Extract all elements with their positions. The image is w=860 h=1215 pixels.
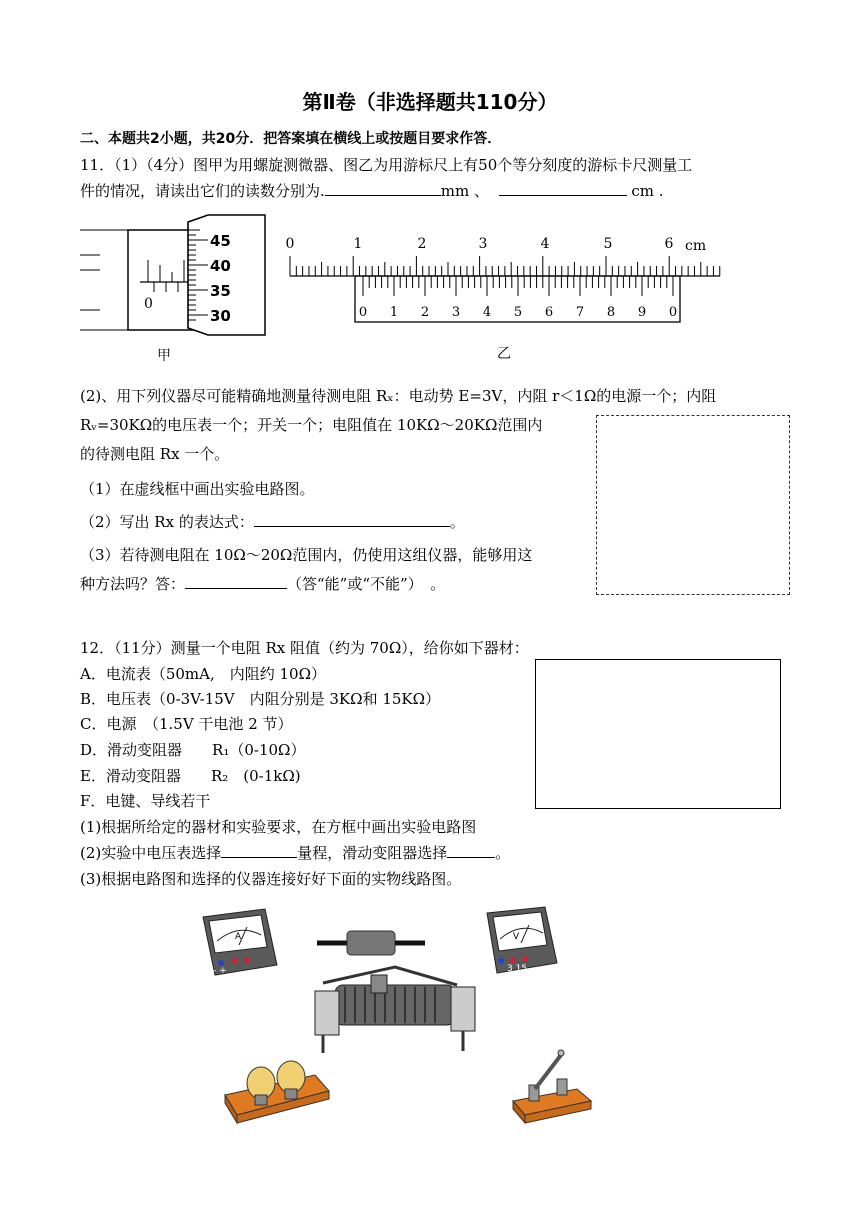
voltmeter-letter: V — [513, 932, 520, 942]
q12-item-c: C．电源 （1.5V 干电池 2 节） — [80, 715, 293, 733]
q11-line2 — [80, 180, 664, 201]
unit-cm: cm . — [631, 182, 664, 200]
q12-part3: (3)根据电路图和选择的仪器连接好好下面的实物线路图。 — [80, 870, 462, 888]
resistor-icon — [317, 931, 425, 955]
ammeter-letter: A — [235, 932, 242, 942]
q11-part2-line3: 的待测电阻 Rx 一个。 — [80, 445, 230, 463]
q12-part2-mid: 量程，滑动变阻器选择 — [297, 844, 448, 862]
vernier-tick-4: 4 — [482, 305, 492, 320]
figure-label-yi: 乙 — [497, 346, 511, 362]
vernier-tick-2: 2 — [420, 305, 430, 320]
separator: 、 — [474, 182, 490, 200]
page-title: 第Ⅱ卷（非选择题共110分） — [302, 90, 558, 114]
main-tick-1: 1 — [353, 236, 363, 252]
q12-item-a: A．电流表（50mA, 内阻约 10Ω） — [80, 665, 327, 683]
q12-part2-end: 。 — [495, 844, 511, 862]
circuit-draw-box[interactable] — [535, 659, 781, 809]
answer-blank-rx-expression[interactable] — [254, 512, 450, 527]
q11-sub1: （1）在虚线框中画出实验电路图。 — [80, 480, 315, 498]
thimble-tick-35: 35 — [210, 282, 231, 300]
q11-sub3-text: 种方法吗？答： — [80, 575, 186, 593]
main-tick-4: 4 — [540, 236, 550, 252]
main-tick-0: 0 — [285, 236, 295, 252]
main-tick-6: 6 — [664, 236, 674, 252]
answer-blank-can-or-not[interactable] — [185, 574, 287, 589]
q12-line1: 12．（11分）测量一个电阻 Rx 阻值（约为 70Ω），给你如下器材： — [80, 639, 529, 657]
answer-blank-rheostat[interactable] — [447, 843, 495, 858]
q12-part2 — [80, 842, 510, 863]
voltmeter-icon — [487, 907, 557, 974]
vernier-tick-5: 5 — [513, 305, 523, 320]
answer-blank-mm[interactable] — [325, 181, 441, 196]
q11-part2-line2: Rᵥ=30KΩ的电压表一个；开关一个；电阻值在 10KΩ～20KΩ范围内 — [80, 416, 543, 434]
vernier-tick-1: 1 — [389, 305, 399, 320]
q11-line1: 11．（1）（4分）图甲为用螺旋测微器、图乙为用游标尺上有50个等分刻度的游标卡尺测量工 — [80, 156, 693, 174]
section-heading: 二、本题共2小题，共20分．把答案填在横线上或按题目要求作答． — [80, 131, 502, 147]
vernier-tick-7: 7 — [575, 305, 585, 320]
circuit-draw-box-dashed[interactable] — [596, 415, 790, 595]
switch-icon — [513, 1050, 591, 1123]
q11-sub3-line1: （3）若待测电阻在 10Ω～20Ω范围内，仍使用这组仪器，能够用这 — [80, 546, 533, 564]
vernier-tick-10: 0 — [668, 305, 678, 320]
micrometer-figure — [80, 210, 270, 340]
vernier-tick-3: 3 — [451, 305, 461, 320]
q11-sub2 — [80, 511, 465, 532]
ammeter-terminals: - + — [213, 966, 227, 976]
vernier-tick-8: 8 — [606, 305, 616, 320]
q12-part1: (1)根据所给定的器材和实验要求，在方框中画出实验电路图 — [80, 818, 477, 836]
main-tick-2: 2 — [417, 236, 427, 252]
q11-sub3-end: （答“能”或“不能”） 。 — [287, 575, 446, 593]
vernier-tick-0: 0 — [358, 305, 368, 320]
figure-label-jia: 甲 — [157, 348, 171, 364]
thimble-tick-30: 30 — [210, 307, 231, 325]
q11-line2-text: 件的情况，请读出它们的读数分别为. — [80, 182, 325, 200]
q12-part2-text: (2)实验中电压表选择 — [80, 844, 222, 862]
main-tick-3: 3 — [478, 236, 488, 252]
q12-item-d: D．滑动变阻器 R₁（0-10Ω） — [80, 741, 306, 759]
main-tick-5: 5 — [603, 236, 613, 252]
voltmeter-terminals: 3 15 — [507, 964, 528, 974]
q11-sub3-line2 — [80, 573, 445, 594]
sleeve-zero: 0 — [144, 296, 153, 312]
battery-holder-icon — [225, 1061, 329, 1123]
vernier-tick-9: 9 — [637, 305, 647, 320]
q11-sub2-text: （2）写出 Rx 的表达式： — [80, 513, 254, 531]
q11-part2-line1: (2)、用下列仪器尽可能精确地测量待测电阻 Rₓ：电动势 E=3V，内阻 r＜1Ω的电源一个；内阻 — [80, 387, 717, 405]
q12-item-e: E．滑动变阻器 R₂ (0-1kΩ) — [80, 767, 301, 785]
ammeter-icon — [203, 909, 277, 976]
vernier-tick-6: 6 — [544, 305, 554, 320]
q12-item-b: B．电压表（0-3V-15V 内阻分别是 3KΩ和 15KΩ） — [80, 690, 441, 708]
rheostat-icon — [315, 967, 475, 1053]
q11-sub2-end: 。 — [449, 513, 465, 531]
thimble-tick-45: 45 — [210, 232, 231, 250]
vernier-caliper-figure — [285, 228, 725, 328]
caliper-unit: cm — [685, 238, 707, 254]
q12-item-f: F．电键、导线若干 — [80, 792, 211, 810]
thimble-tick-40: 40 — [210, 257, 231, 275]
unit-mm: mm — [440, 182, 470, 200]
answer-blank-voltmeter-range[interactable] — [221, 843, 297, 858]
apparatus-figure — [195, 905, 615, 1130]
answer-blank-cm[interactable] — [499, 181, 627, 196]
